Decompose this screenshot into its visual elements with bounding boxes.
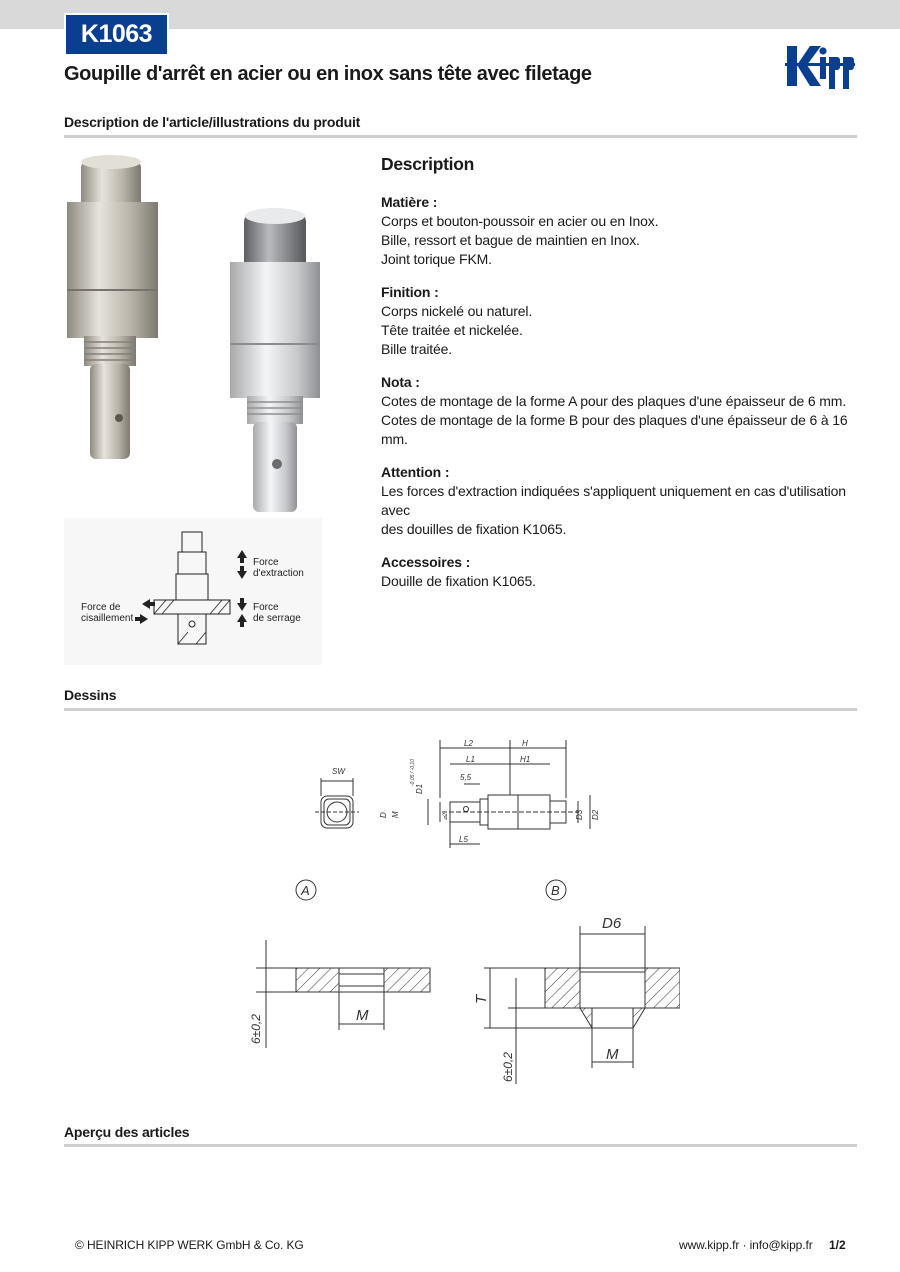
block-note — [381, 373, 861, 449]
section-rule — [64, 708, 857, 711]
dim-sw: SW — [332, 767, 345, 776]
block-line: Cotes de montage de la forme A pour des plaques d'une épaisseur de 6 mm. — [381, 393, 847, 409]
dim-l2: L2 — [464, 739, 473, 748]
description-heading: Description — [381, 154, 474, 174]
block-line: Bille, ressort et bague de maintien en Inox. — [381, 232, 640, 248]
label-force-shear-1: Force de — [81, 602, 121, 613]
block-line: Corps nickelé ou naturel. — [381, 303, 533, 319]
block-label: Accessoires : — [381, 554, 471, 570]
block-line: Les forces d'extraction indiquées s'appliquent uniquement en cas d'utilisation avec — [381, 483, 846, 518]
label-force-extraction-1: Force — [253, 557, 279, 568]
block-label: Attention : — [381, 464, 450, 480]
dim-m-b: M — [606, 1046, 619, 1063]
footer-copyright: © HEINRICH KIPP WERK GmbH & Co. KG — [75, 1238, 304, 1252]
dim-d2: D2 — [591, 809, 600, 820]
pin-stainless — [230, 208, 320, 512]
block-material — [381, 193, 861, 269]
dim-d: D — [379, 812, 388, 818]
product-photo — [64, 150, 322, 515]
description-panel — [381, 152, 861, 605]
block-line: des douilles de fixation K1065. — [381, 521, 567, 537]
dim-l5: L5 — [459, 835, 468, 844]
section-title-drawings: Dessins — [64, 687, 117, 703]
block-label: Finition : — [381, 284, 439, 300]
label-force-clamping-2: de serrage — [253, 613, 301, 624]
dim-g: ⌀2 — [443, 813, 449, 820]
pin-nickel — [67, 155, 158, 459]
block-finish — [381, 283, 861, 359]
dim-m-a: M — [356, 1007, 369, 1024]
dim-h: H — [522, 739, 528, 748]
dim-d6: D6 — [602, 915, 622, 932]
footer-page-number: 1/2 — [829, 1238, 846, 1252]
block-line: Douille de fixation K1065. — [381, 573, 536, 589]
block-line: Corps et bouton-poussoir en acier ou en Inox. — [381, 213, 659, 229]
label-force-shear-2: cisaillement — [81, 613, 134, 624]
block-label: Matière : — [381, 194, 438, 210]
section-rule — [64, 135, 857, 138]
block-label: Nota : — [381, 374, 420, 390]
dim-l1: L1 — [466, 755, 475, 764]
page-title: Goupille d'arrêt en acier ou en inox sans tête avec filetage — [64, 63, 592, 85]
block-line: Joint torique FKM. — [381, 251, 492, 267]
label-force-extraction-2: d'extraction — [253, 568, 304, 579]
label-force-clamping-1: Force — [253, 602, 279, 613]
dim-5-5: 5,5 — [460, 773, 472, 782]
block-line: Tête traitée et nickelée. — [381, 322, 523, 338]
dim-h1: H1 — [520, 755, 531, 764]
kipp-logo — [783, 37, 859, 93]
dim-t: T — [473, 994, 490, 1004]
dim-d1: D1 — [415, 783, 424, 794]
block-line: Bille traitée. — [381, 341, 453, 357]
dim-m: M — [391, 811, 400, 818]
product-code-badge: K1063 — [64, 13, 169, 56]
force-diagram — [64, 518, 322, 665]
section-rule — [64, 1144, 857, 1147]
block-line: Cotes de montage de la forme B pour des plaques d'une épaisseur de 6 à 16 mm. — [381, 412, 848, 447]
dim-d3: D3 — [575, 809, 584, 820]
block-accessories — [381, 553, 861, 591]
form-a-label: A — [301, 883, 310, 898]
footer-contact[interactable]: www.kipp.fr · info@kipp.fr — [679, 1238, 813, 1252]
dim-thickness-b: 6±0,2 — [501, 1052, 515, 1082]
technical-drawing-mounting — [240, 878, 680, 1088]
section-title-overview: Aperçu des articles — [64, 1124, 190, 1140]
dim-d1-tol: -0,05 / -0,10 — [410, 759, 416, 786]
block-attention — [381, 463, 861, 539]
dim-thickness-a: 6±0,2 — [249, 1014, 263, 1044]
section-title-description: Description de l'article/illustrations du produit — [64, 114, 361, 130]
form-b-label: B — [551, 883, 560, 898]
technical-drawing-pin — [310, 736, 610, 858]
